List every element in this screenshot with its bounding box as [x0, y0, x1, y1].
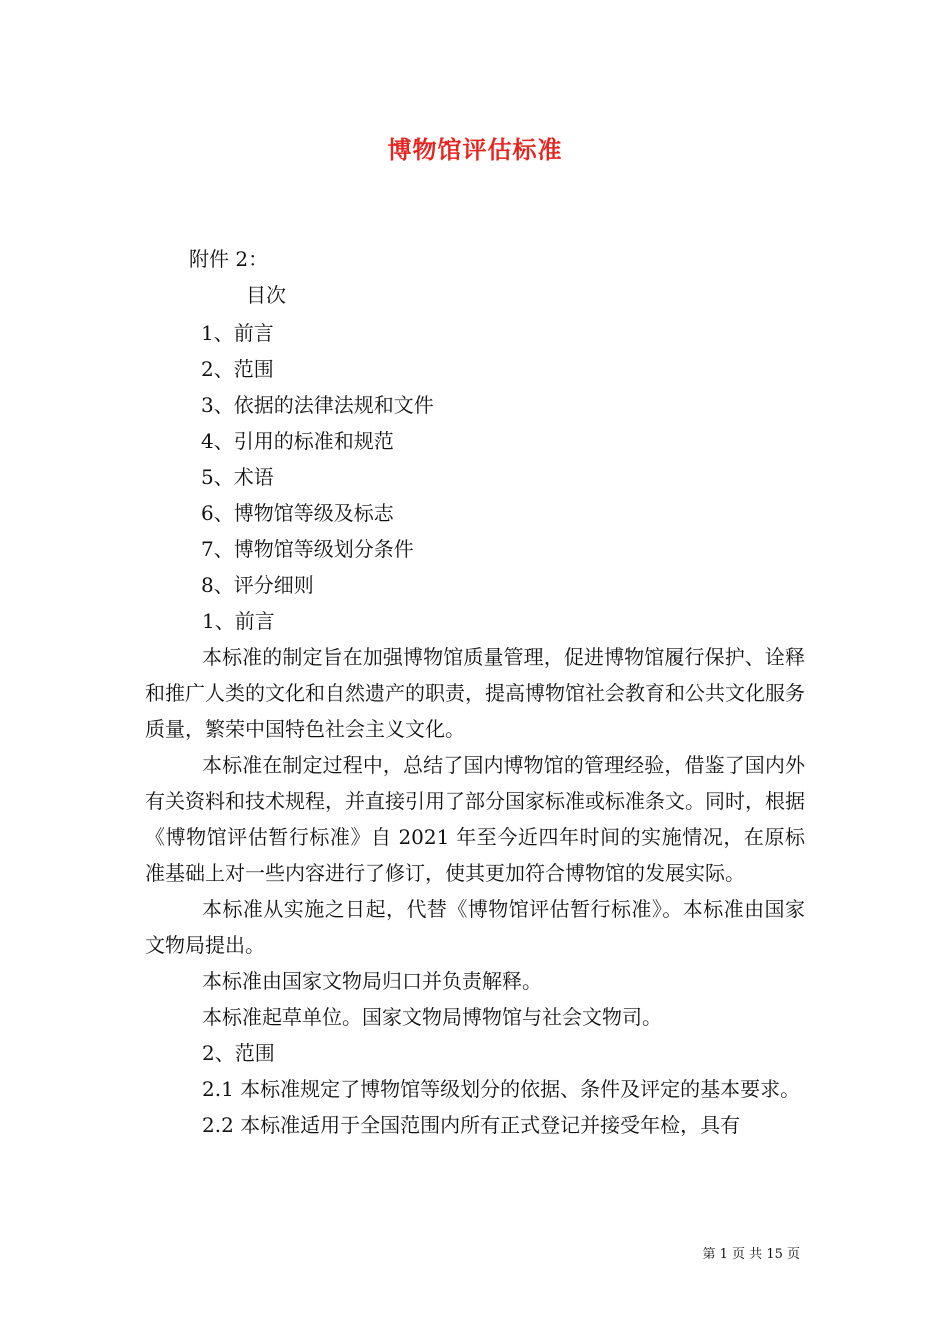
paragraph: 本标准在制定过程中，总结了国内博物馆的管理经验，借鉴了国内外有关资料和技术规程，并直接引用了部分国家标准或标准条文。同时，根据《博物馆评估暂行标准》自 2021 年至今近四年时间的实施情况，在原标准基础上对一些内容进行了修订，使其更加符合博物馆的发展实际。 [145, 753, 805, 885]
section-heading: 1、前言 [202, 609, 275, 633]
toc-item: 4、引用的标准和规范 [201, 429, 394, 453]
document-body [145, 603, 805, 1143]
table-of-contents [201, 315, 434, 603]
toc-item: 8、评分细则 [201, 573, 314, 597]
page-number-footer: 第 1 页 共 15 页 [702, 1247, 800, 1262]
toc-item: 6、博物馆等级及标志 [201, 501, 394, 525]
toc-item: 1、前言 [201, 321, 274, 345]
paragraph: 2.1 本标准规定了博物馆等级划分的依据、条件及评定的基本要求。 [202, 1077, 801, 1101]
toc-item: 2、范围 [201, 357, 274, 381]
toc-item: 5、术语 [201, 465, 274, 489]
toc-heading: 目次 [246, 283, 286, 307]
toc-item: 7、博物馆等级划分条件 [201, 537, 414, 561]
paragraph: 2.2 本标准适用于全国范围内所有正式登记并接受年检，具有 [202, 1113, 741, 1137]
paragraph: 本标准由国家文物局归口并负责解释。 [202, 969, 542, 993]
paragraph: 本标准起草单位。国家文物局博物馆与社会文物司。 [202, 1005, 662, 1029]
attachment-label: 附件 2： [189, 247, 269, 271]
paragraph: 本标准的制定旨在加强博物馆质量管理，促进博物馆履行保护、诠释和推广人类的文化和自然遗产的职责，提高博物馆社会教育和公共文化服务质量，繁荣中国特色社会主义文化。 [145, 645, 805, 741]
document-title: 博物馆评估标准 [387, 135, 563, 164]
section-heading: 2、范围 [202, 1041, 275, 1065]
toc-item: 3、依据的法律法规和文件 [201, 393, 434, 417]
paragraph: 本标准从实施之日起，代替《博物馆评估暂行标准》。本标准由国家文物局提出。 [145, 897, 805, 957]
